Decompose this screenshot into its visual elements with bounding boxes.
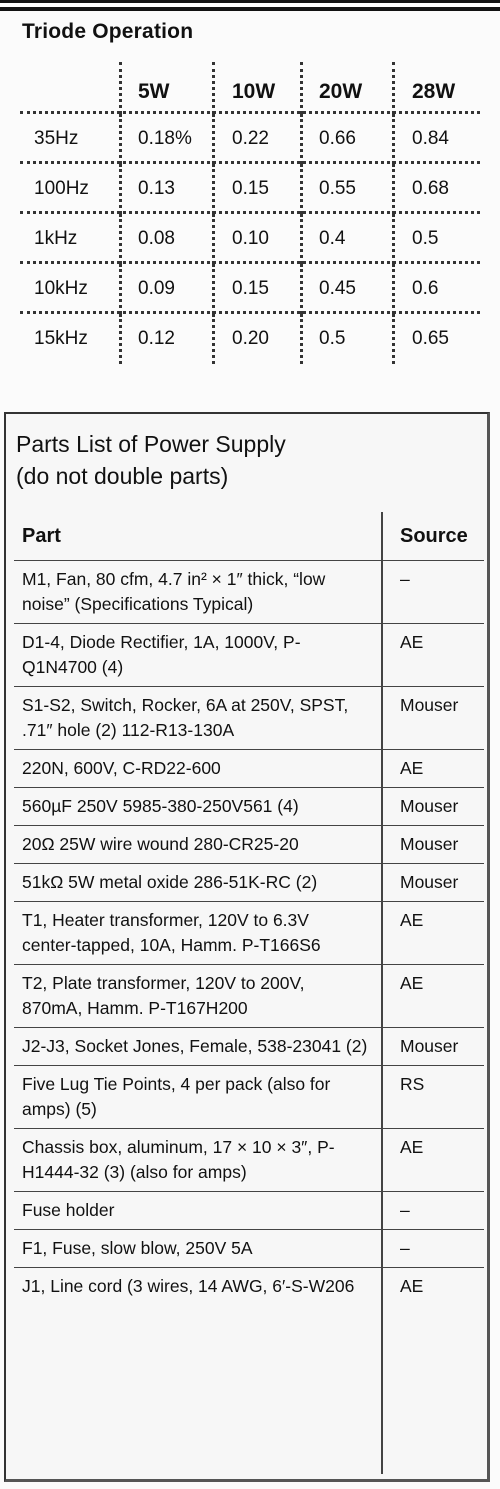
triode-header-row	[20, 62, 480, 114]
source-column-header: Source	[400, 525, 468, 547]
parts-table	[14, 512, 484, 1305]
parts-row: J1, Line cord (3 wires, 14 AWG, 6′-S-W206 AE	[22, 1276, 424, 1296]
triode-table	[20, 62, 480, 364]
parts-row: M1, Fan, 80 cfm, 4.7 in² × 1″ thick, “low noise” (Specifications Typical) –	[14, 561, 484, 624]
parts-row: Fuse holder –	[14, 1192, 484, 1230]
triode-col-header: 10W	[232, 80, 276, 103]
parts-row: 20Ω 25W wire wound 280-CR25-20 Mouser	[14, 826, 484, 864]
parts-row: Chassis box, aluminum, 17 × 10 × 3″, P-H1444-32 (3) (also for amps) AE	[14, 1129, 484, 1192]
parts-row: S1-S2, Switch, Rocker, 6A at 250V, SPST, .71″ hole (2) 112-R13-130A Mouser	[14, 687, 484, 750]
parts-list-box	[4, 412, 490, 1482]
triode-col-header: 5W	[138, 80, 170, 103]
triode-row: 1kHz 0.08 0.10 0.4 0.5	[20, 214, 480, 264]
top-rule	[0, 0, 500, 3]
triode-col-header: 20W	[319, 80, 363, 103]
triode-row: 100Hz 0.13 0.15 0.55 0.68	[20, 164, 480, 214]
parts-header-row	[14, 512, 484, 561]
parts-row: 560µF 250V 5985-380-250V561 (4) Mouser	[14, 788, 484, 826]
parts-row: D1-4, Diode Rectifier, 1A, 1000V, P-Q1N4700 (4) AE	[14, 624, 484, 687]
parts-row: 220N, 600V, C-RD22-600 AE	[14, 750, 484, 788]
top-rule-thick	[0, 7, 500, 11]
parts-row: F1, Fuse, slow blow, 250V 5A –	[14, 1230, 484, 1268]
part-column-header: Part	[22, 525, 61, 547]
triode-table-title: Triode Operation	[22, 20, 194, 43]
parts-row: T2, Plate transformer, 120V to 200V, 870mA, Hamm. P-T167H200 AE	[14, 965, 484, 1028]
triode-row: 10kHz 0.09 0.15 0.45 0.6	[20, 264, 480, 314]
triode-row: 15kHz 0.12 0.20 0.5 0.65	[20, 314, 480, 364]
triode-row: 35Hz 0.18% 0.22 0.66 0.84	[20, 114, 480, 164]
parts-row: Five Lug Tie Points, 4 per pack (also for amps) (5) RS	[14, 1066, 484, 1129]
parts-row: T1, Heater transformer, 120V to 6.3V center-tapped, 10A, Hamm. P-T166S6 AE	[14, 902, 484, 965]
parts-row: 51kΩ 5W metal oxide 286-51K-RC (2) Mouser	[14, 864, 484, 902]
parts-row: J2-J3, Socket Jones, Female, 538-23041 (2) Mouser	[14, 1028, 484, 1066]
parts-list-title: Parts List of Power Supply (do not double parts)	[16, 431, 286, 489]
triode-col-header: 28W	[412, 80, 456, 103]
